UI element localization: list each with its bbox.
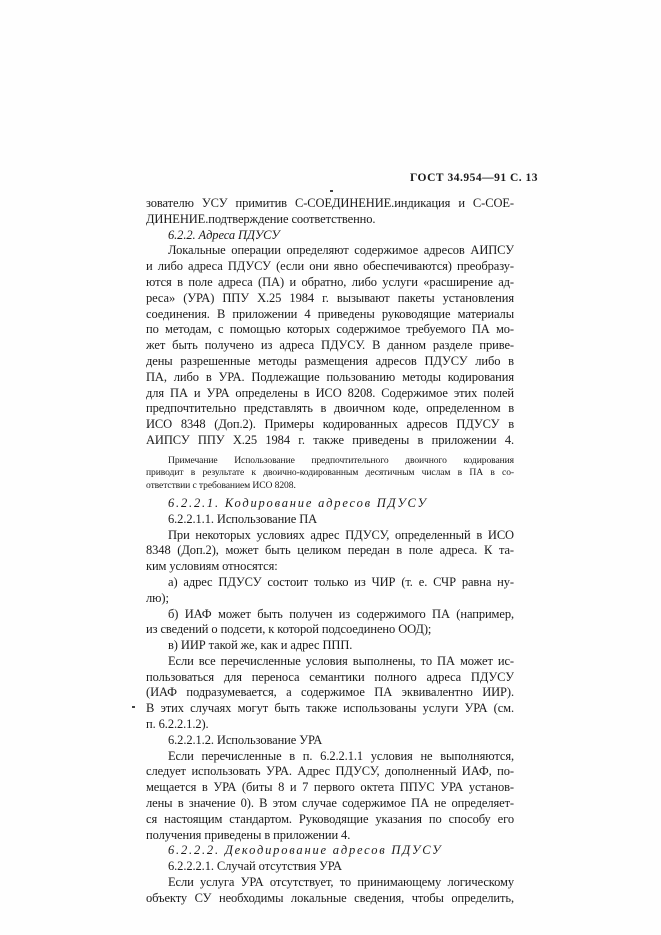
paragraph-line: 8348 (Доп.2), может быть целиком передан в поле адреса. К та-: [146, 543, 514, 558]
paragraph-line: получения приведены в приложении 4.: [146, 827, 351, 842]
paragraph-line: Локальные операции определяют содержимое адресов АИПСУ: [168, 243, 514, 258]
paragraph-line: ИСО 8348 (Доп.2). Примеры кодированных адресов ПДУСУ в: [146, 417, 514, 432]
paragraph-line: ким условиям относятся:: [146, 559, 278, 574]
list-item-a-cont: лю);: [146, 590, 169, 605]
paragraph-line: ДИНЕНИЕ.подтверждение соответственно.: [146, 211, 376, 226]
paragraph-line: ся настоящим стандартом. Руководящие указания по способу его: [146, 811, 514, 826]
section-heading-6-2-2-1-2: 6.2.2.1.2. Использование УРА: [168, 732, 323, 747]
paragraph-line: дены разрешенные методы размещения адресов ПДУСУ либо в: [146, 353, 514, 368]
list-item-b-cont: из сведений о подсети, к которой подсоединено ООД);: [146, 622, 432, 637]
paragraph-line: ются в поле адреса (ПА) и обратно, либо услуги «расширение ад-: [146, 274, 514, 289]
paragraph-line: мещается в УРА (биты 8 и 7 первого октета ППУС УРА установ-: [146, 780, 514, 795]
paragraph-line: реса» (УРА) ППУ Х.25 1984 г. вызывают пакеты установления: [146, 290, 514, 305]
paragraph-line: объекту СУ необходимы локальные сведения, чтобы определить,: [146, 890, 514, 905]
paragraph-line: соединения. В приложении 4 приведены руководящие материалы: [146, 306, 514, 321]
section-heading-6-2-2-1-1: 6.2.2.1.1. Использование ПА: [168, 511, 318, 526]
section-heading-6-2-2: 6.2.2. Адреса ПДУСУ: [168, 227, 280, 242]
list-item-a: а) адрес ПДУСУ состоит только из ЧИР (т. е. СЧР равна ну-: [168, 574, 514, 589]
paragraph-line: зователю УСУ примитив С-СОЕДИНЕНИЕ.индикация и С-СОЕ-: [146, 196, 514, 210]
paragraph-line: (ИАФ подразумевается, а содержимое ПА эквивалентно ИИР).: [146, 685, 514, 700]
paragraph-line: жет быть получено из адреса ПДУСУ. В данном разделе приве-: [146, 338, 514, 353]
paragraph-line: по методам, с помощью которых содержимое требуемого ПА мо-: [146, 322, 514, 337]
paragraph-line: Если услуга УРА отсутствует, то принимающему логическому: [168, 875, 514, 890]
paragraph-line: и либо адреса ПДУСУ (если они явно обеспечиваются) преобразу-: [146, 259, 514, 274]
section-heading-6-2-2-2-1: 6.2.2.2.1. Случай отсутствия УРА: [168, 859, 342, 874]
paragraph-line: лены в значение 0). В этом случае содержимое ПА не определяет-: [146, 796, 514, 811]
section-heading-6-2-2-2: 6.2.2.2. Декодирование адресов ПДУСУ: [168, 843, 443, 858]
paragraph-line: Если все перечисленные условия выполнены, то ПА может ис-: [168, 653, 514, 668]
paragraph-line: для ПА и УРА определены в ИСО 8208. Содержимое этих полей: [146, 385, 514, 400]
paragraph-line: п. 6.2.2.1.2).: [146, 717, 209, 732]
paragraph-line: предпочтительно представлять в двоичном коде, определенном в: [146, 401, 514, 416]
scan-speck: [330, 190, 333, 192]
paragraph-line: При некоторых условиях адрес ПДУСУ, определенный в ИСО: [168, 527, 514, 542]
paragraph-line: В этих случаях могут быть также использованы услуги УРА (см.: [146, 701, 514, 716]
note-line: Примечание Использование предпочтительного двоичного кодирования: [168, 454, 514, 466]
list-item-c: в) ИИР такой же, как и адрес ППП.: [168, 638, 353, 653]
document-body: [146, 196, 514, 907]
paragraph-line: Если перечисленные в п. 6.2.2.1.1 условия не выполняются,: [168, 748, 514, 763]
paragraph-line: следует использовать УРА. Адрес ПДУСУ, дополненный ИАФ, по-: [146, 764, 514, 779]
section-heading-6-2-2-1: 6.2.2.1. Кодирование адресов ПДУСУ: [168, 495, 428, 510]
paragraph-line: ПА, либо в УРА. Подлежащие пользованию методы кодирования: [146, 369, 514, 384]
page-header: ГОСТ 34.954—91 С. 13: [410, 172, 539, 184]
scan-speck: [132, 706, 135, 708]
paragraph-line: пользоваться для переноса семантики полного адреса ПДУСУ: [146, 669, 514, 684]
paragraph-line: АИПСУ ППУ Х.25 1984 г. также приведены в приложении 4.: [146, 432, 514, 447]
note-line: ответствии с требованием ИСО 8208.: [146, 479, 296, 491]
note-line: приводит в результате к двоично-кодированным десятичным числам в ПА в со-: [146, 467, 514, 479]
list-item-b: б) ИАФ может быть получен из содержимого ПА (например,: [168, 606, 514, 621]
